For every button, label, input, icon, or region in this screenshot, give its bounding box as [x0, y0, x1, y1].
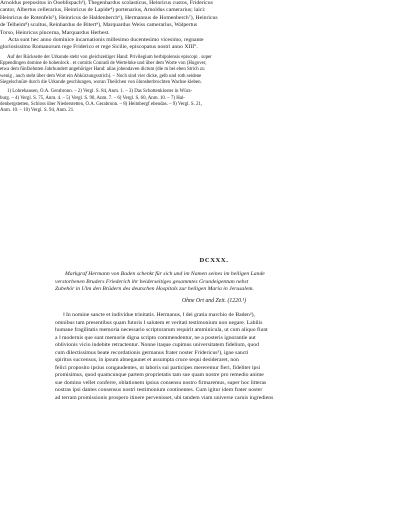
witness-list-paragraph — [0, 0, 318, 37]
editorial-remark — [0, 55, 318, 86]
summary-line: verstorbenen Bruders Friederich ihr beiderseitiges gesammtes Grundeigentum nebst — [55, 278, 249, 285]
text-line: de Telheim⁸) scultus, Reinhardus de Bitert⁹), Marquardus Weiss camerarius, Walpertus — [0, 22, 198, 29]
footnote-line: denbergstetten, Schloss über Niederstetten, O.A. Gerabronn. – 8) Heimbergf ebendas. – 9) Vergl. S. 21, — [0, 101, 203, 107]
footnote-line: Anm. 10. – 10) Vergl. S. 94, Anm. 21. — [0, 108, 75, 114]
text-line: promisimus, quod quamcunque partem proprietatis tam sue quam nostre pro remedio anime — [55, 372, 264, 379]
summary-line: Zubehör in Ulm den Brüdern des deutschen Hospitals zur heiligen Maria in Jerusalem. — [55, 286, 254, 293]
text-line: ad terram promissionis prospero itinere pervenisset, ubi tandem viam universe carnis ingrediens — [55, 395, 274, 402]
dating-paragraph — [0, 37, 318, 52]
dateline: Ohne Ort und Zeit. (1220.¹) — [181, 298, 247, 304]
note-line: Auf der Rückseite der Urkunde steht von gleichzeitiger Hand: Privilegium herbipolensis episcopi . super — [7, 54, 212, 60]
text-line: Heinricus de Rotenfels⁵), Heinricus de Haldenberch⁶), Hermannus de Homenberch⁷), Heinricus — [0, 14, 218, 21]
note-line: etwa dem fünfzehnten Jahrhundert angehöriger Hand: alias johendaven dictum (die m bei eben Strich zu — [0, 67, 205, 73]
text-line: Torso, Heinricus pincerna, Marquardus Herbest. — [0, 29, 110, 36]
text-line: cum dilectissimus beate recordationis germanus frater noster Fridericus³), igne sancti — [55, 349, 249, 356]
text-line: Acta sunt hec anno dominice incarnationis millesimo ducentesimo vicesimo, regnante — [8, 37, 204, 44]
document-page-top — [0, 0, 318, 115]
text-line: cantor, Albertus cellerarius, Heinricus de Lapide⁴) portenarius, Arnoldus camerarius; laici: — [0, 7, 206, 14]
text-line: omnibus tam presentibus quam futuris ‖ salutem et veritati testimonium non negare. Labilis — [55, 319, 263, 326]
footnotes — [0, 89, 318, 114]
text-line: Arnoldus prepositus in Ooeblispach³), Thegenhardus scolasticus, Heinricus custos, Fridericus — [0, 0, 213, 6]
footnote-line: burg. – 4) Vergl. S. 75, Anm. 4. – 5) Vergl. S. 90, Anm. 7. – 6) Vergl. S. 60, Anm. 10. – 7) Hal- — [0, 95, 185, 101]
summary-line: Markgraf Hermann von Baden schenkt für sich und im Namen seines im heiligen Lande — [65, 271, 265, 277]
note-line: wenig , auch steht über dem Wort ein Abkürzungsstrich). – Noch sind vier dicke, gelb und roth seidene — [0, 73, 202, 79]
text-line: ‖ In nomine sancte et individue trinitatis. Hermanus, ‖ dei gratia marchio de Baden²), — [63, 312, 255, 318]
text-line: humane fragilitatis memoria necessario scriptorarum requirit amminicula, ut cum aliquo fiunt — [55, 327, 268, 334]
text-line: oblivionis vicio indebite retractentur. Nonne itaque cupimus universitatem fidelium, quod — [55, 342, 259, 349]
note-line: Eppendingen domine de hohenlock . et comitis Conradi de Wertelnke und über dem Worte von (Hugover, — [0, 61, 207, 67]
footnote-line: 1) Lohrehausen, O.A. Gerabronn. – 2) Vergl. S. 84, Anm. 1. – 3) Das Schottenkloster in Würz- — [7, 89, 193, 95]
text-line: nostras ipsi dantes consensus nostri testimonium continentes. Cum igitur idem frater noster — [55, 387, 263, 394]
text-line: gloriosissimo Romanorum rege Friderico et rege Sicilie, episcopatus nostri anno XIII°. — [0, 44, 198, 51]
text-line: a ‖ modernis que sunt memorie digna scripto commendentur, ne a posteris ignorantie aut — [55, 334, 256, 341]
text-line: spiritus succensus, in ipsum abnegaunet et assumpta cruce sequi desideraret, non — [55, 357, 239, 364]
document-number: DCXXX. — [199, 257, 229, 264]
document-summary — [55, 271, 373, 294]
note-line: Siegelschnüre durch die Urkunde geschlungen, woran Theilchen von ölunsberbrochten Wachse kleben. — [0, 80, 202, 86]
text-line: sue domino vellet conferre, oblationem ipsius consensu nostro firmaremus, super hoc litteras — [55, 379, 267, 386]
charter-text — [55, 312, 373, 403]
text-line: felici proposito ipsius congaudentes, ut laboris sui participes mereremur fieri, fideliter ipsi — [55, 364, 261, 371]
